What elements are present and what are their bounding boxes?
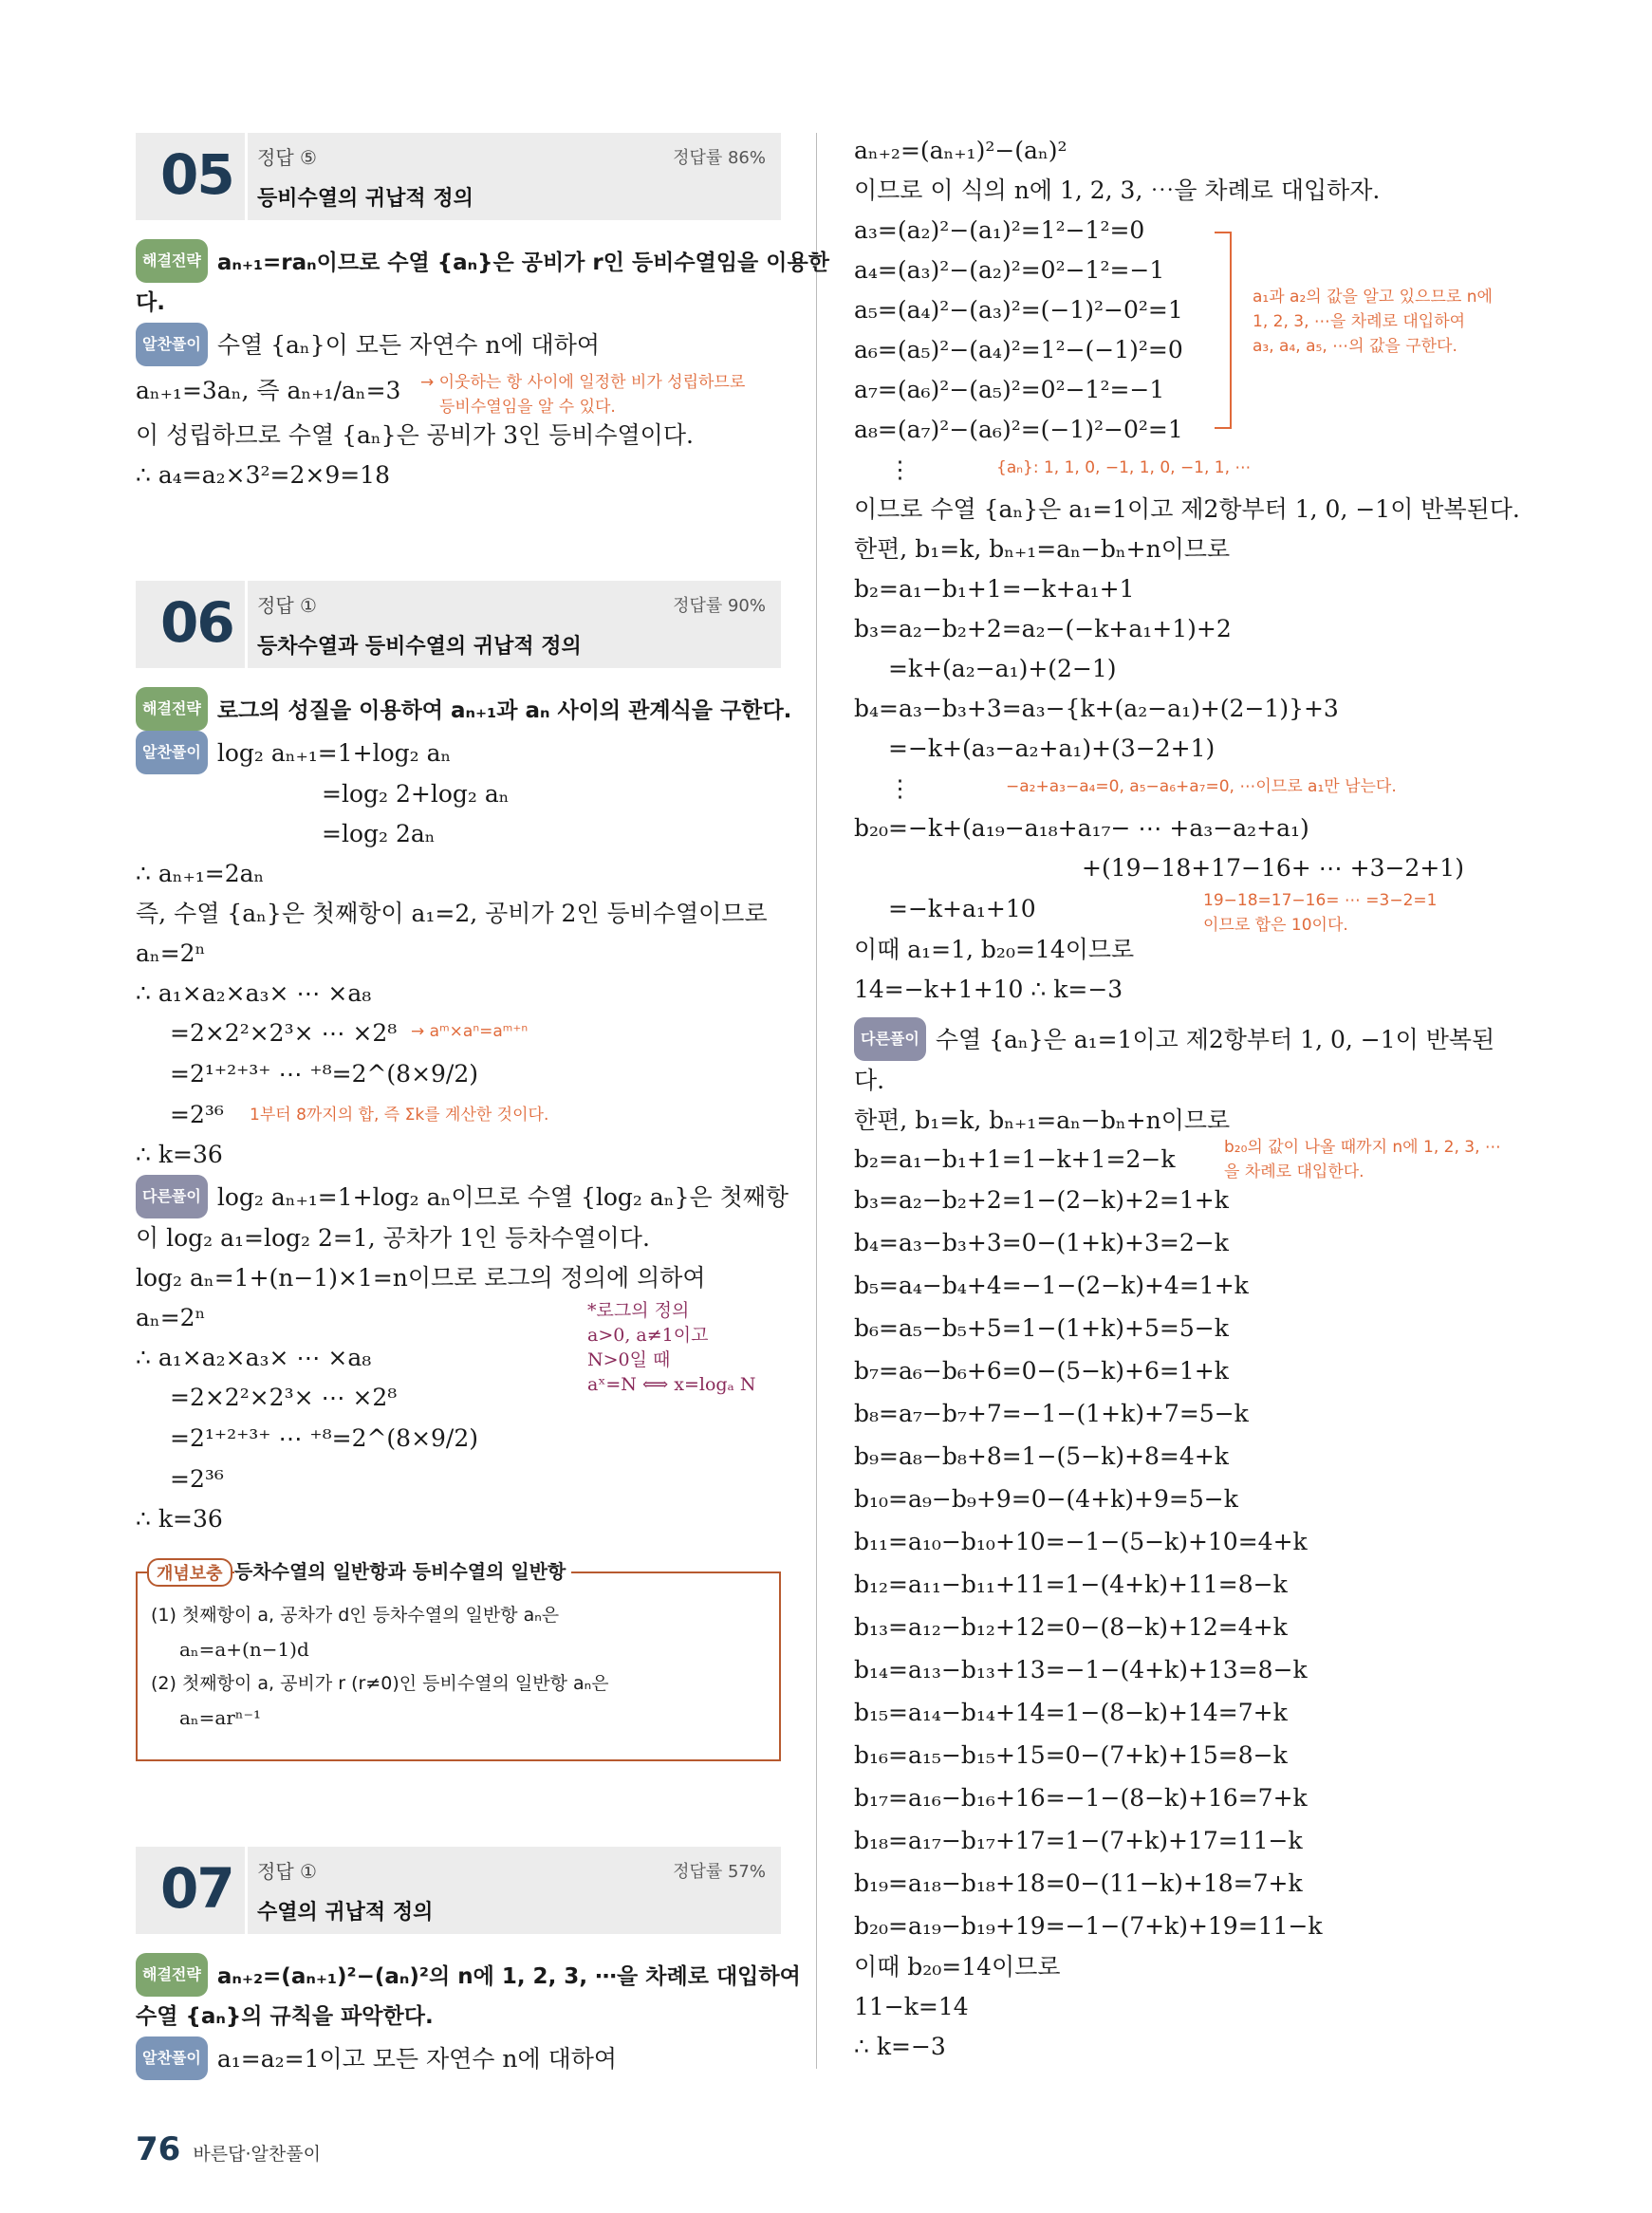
alt-solution-tag: 다른풀이 <box>136 1175 208 1218</box>
answer-label: 정답 ① <box>257 594 317 617</box>
page-number: 76 <box>136 2130 181 2168</box>
right-column: aₙ₊₂=(aₙ₊₁)²−(aₙ)² 이므로 이 식의 n에 1, 2, 3, ⋯을 차례로 대입하자. a₃=(a₂)²−(a₁)²=1²−1²=0 a₄=(a₃)²−(a₂)²=0²−1²=−1 a₅=(a₄)²−(a₃)²=(−1)²−0²=1 a₆=(a₅)²−(a₄)²=1²−(−1)²=0 a₇=(a₆)²−(a₅)²=0²−1²=−1 a₈=(a₇)²−(a₆)²=(−1)²−0²=1 a₁과 a₂의 값을 알고 있으므로 n에 1, 2, 3, ⋯을 차례로 대입하여 a₃, a₄, a₅, ⋯의 값을 구한다. ⋮ {aₙ}: 1, 1, 0, −1, 1, 0, −1, 1, ⋯ 이므로 수열 {aₙ}은 a₁=1이고 제2항부터 1, 0, −1이 반복된다. 한편, b₁=k, bₙ₊₁=aₙ−bₙ+n이므로 b₂=a₁−b₁+1=−k+a₁+1 b₃=a₂−b₂+2=a₂−(−k+a₁+1)+2 =k+(a₂−a₁)+(2−1) b₄=a₃−b₃+3=a₃−{k+(a₂−a₁)+(2−1)}+3 =−k+(a₃−a₂+a₁)+(3−2+1) ⋮ −a₂+a₃−a₄=0, a₅−a₆+a₇=0, ⋯이므로 a₁만 남는다. b₂₀=−k+(a₁₉−a₁₈+a₁₇− ⋯ +a₃−a₂+a₁) +(19−18+17−16+ ⋯ +3−2+1) =−k+a₁+10 19−18=17−16= ⋯ =3−2=1 이므로 합은 10이다. 이때 a₁=1, b₂₀=14이므로 14=−k+1+10 ∴ k=−3 다른풀이 수열 {aₙ}은 a₁=1이고 제2항부터 1, 0, −1이 반복된 다. 한편, b₁=k, bₙ₊₁=aₙ−bₙ+n이므로 b₂=a₁−b₁+1=1−k+1=2−k b₂₀의 값이 나올 때까지 n에 1, 2, 3, ⋯ 을 차례로 대입한다. b₃=a₂−b₂+2=1−(2−k)+2=1+k b₄=a₃−b₃+3=0−(1+k)+3=2−k b₅=a₄−b₄+4=−1−(2−k)+4=1+k b₆=a₅−b₅+5=1−(1+k)+5=5−k b₇=a₆−b₆+6=0−(5−k)+6=1+k b₈=a₇−b₇+7=−1−(1+k)+7=5−k b₉=a₈−b₈+8=1−(5−k)+8=4+k b₁₀=a₉−b₉+9=0−(4+k)+9=5−k b₁₁=a₁₀−b₁₀+10=−1−(5−k)+10=4+k b₁₂=a₁₁−b₁₁+11=1−(4+k)+11=8−k b₁₃=a₁₂−b₁₂+12=0−(8−k)+12=4+k b₁₄=a₁₃−b₁₃+13=−1−(4+k)+13=8−k b₁₅=a₁₄−b₁₄+14=1−(8−k)+14=7+k b₁₆=a₁₅−b₁₅+15=0−(7+k)+15=8−k b₁₇=a₁₆−b₁₆+16=−1−(8−k)+16=7+k b₁₈=a₁₇−b₁₇+17=1−(7+k)+17=11−k b₁₉=a₁₈−b₁₈+18=0−(11−k)+18=7+k b₂₀=a₁₉−b₁₉+19=−1−(7+k)+19=11−k 이때 b₂₀=14이므로 11−k=14 ∴ k=−3 <box>854 131 1537 2067</box>
margin-note: 1부터 8까지의 합, 즉 Σk를 계산한 것이다. <box>250 1106 549 1125</box>
column-divider <box>816 133 817 2069</box>
margin-note: 19−18=17−16= ⋯ =3−2=1 이므로 합은 10이다. <box>1203 891 1438 935</box>
margin-note: {aₙ}: 1, 1, 0, −1, 1, 0, −1, 1, ⋯ <box>996 458 1252 477</box>
question-title: 등비수열의 귀납적 정의 <box>257 187 473 211</box>
strategy-line: 해결전략 aₙ₊₂=(aₙ₊₁)²−(aₙ)²의 n에 1, 2, 3, ⋯을 차례로 대입하여 <box>136 1953 781 1997</box>
strategy-line: 해결전략 로그의 성질을 이용하여 aₙ₊₁과 aₙ 사이의 관계식을 구한다. <box>136 687 781 731</box>
concept-tag: 개념보충 <box>147 1558 232 1587</box>
concept-title: 등차수열의 일반항과 등비수열의 일반항 <box>234 1556 571 1584</box>
strategy-tag: 해결전략 <box>136 687 208 731</box>
alt-solution-tag: 다른풀이 <box>854 1017 926 1061</box>
correct-rate: 정답률 57% <box>673 1862 766 1882</box>
concept-box: (1) 첫째항이 a, 공차가 d인 등차수열의 일반항 aₙ은 aₙ=a+(n−1)d (2) 첫째항이 a, 공비가 r (r≠0)인 등비수열의 일반항 aₙ은 aₙ=arⁿ⁻¹ <box>136 1571 781 1761</box>
margin-note: b₂₀의 값이 나올 때까지 n에 1, 2, 3, ⋯ 을 차례로 대입한다. <box>1224 1138 1501 1181</box>
strategy-tag: 해결전략 <box>136 1953 208 1997</box>
page-footer <box>136 2130 321 2168</box>
margin-note: → 이웃하는 항 사이에 일정한 비가 성립하므로 <box>420 373 746 392</box>
question-header-05 <box>136 133 781 220</box>
question-title: 등차수열과 등비수열의 귀납적 정의 <box>257 635 582 659</box>
solution-tag: 알찬풀이 <box>136 2036 208 2080</box>
log-definition-note: *로그의 정의 a>0, a≠1이고 N>0일 때 aˣ=N ⟺ x=logₐ N <box>587 1300 756 1395</box>
margin-note: → aᵐ×aⁿ=aᵐ⁺ⁿ <box>411 1022 529 1041</box>
question-number: 05 <box>160 142 233 207</box>
correct-rate: 정답률 86% <box>673 148 766 168</box>
question-number: 06 <box>160 590 233 655</box>
answer-label: 정답 ⑤ <box>257 146 317 169</box>
answer-label: 정답 ① <box>257 1860 317 1883</box>
recurrence-block: a₃=(a₂)²−(a₁)²=1²−1²=0 a₄=(a₃)²−(a₂)²=0²−1²=−1 a₅=(a₄)²−(a₃)²=(−1)²−0²=1 a₆=(a₅)²−(a₄)²=1²−(−1)²=0 a₇=(a₆)²−(a₅)²=0²−1²=−1 a₈=(a₇)²−(a₆)²=(−1)²−0²=1 a₁과 a₂의 값을 알고 있으므로 n에 1, 2, 3, ⋯을 차례로 대입하여 a₃, a₄, a₅, ⋯의 값을 구한다. <box>854 216 1493 443</box>
margin-note: a₁과 a₂의 값을 알고 있으므로 n에 1, 2, 3, ⋯을 차례로 대입하여 a₃, a₄, a₅, ⋯의 값을 구한다. <box>1253 288 1493 356</box>
strategy-tag: 해결전략 <box>136 239 208 283</box>
question-header-07 <box>136 1847 781 1934</box>
question-title: 수열의 귀납적 정의 <box>257 1901 434 1925</box>
margin-note: 등비수열임을 알 수 있다. <box>439 398 616 417</box>
left-column: 05 정답 ⑤ 정답률 86% 등비수열의 귀납적 정의 해결전략 aₙ₊₁=raₙ이므로 수열 {aₙ}은 공비가 r인 등비수열임을 이용한 다. 알찬풀이 수열 {aₙ}이 모든 자연수 n에 대하여 aₙ₊₁=3aₙ, 즉 aₙ₊₁/aₙ=3 → 이웃하는 항 사이에 일정한 비가 성립하므로 등비수열임을 알 수 있다. 이 성립하므로 수열 {aₙ}은 공비가 3인 등비수열이다. ∴ a₄=a₂×3²=2×9=18 06 정답 ① 정답률 90% 등차수열과 등비수열의 귀납적 정의 해결전략 로그의 성질을 이용하여 aₙ₊₁과 aₙ 사이의 관계식을 구한다. 알찬풀이 log₂ aₙ₊₁=1+log₂ aₙ =log₂ 2+log₂ aₙ =log₂ 2aₙ ∴ aₙ₊₁=2aₙ 즉, 수열 {aₙ}은 첫째항이 a₁=2, 공비가 2인 등비수열이므로 aₙ=2ⁿ ∴ a₁×a₂×a₃× ⋯ ×a₈ =2×2²×2³× ⋯ ×2⁸ → aᵐ×aⁿ=aᵐ⁺ⁿ =2¹⁺²⁺³⁺ ⋯ ⁺⁸=2^(8×9/2) =2³⁶ 1부터 8까지의 합, 즉 Σk를 계산한 것이다. ∴ k=36 다른풀이 log₂ aₙ₊₁=1+log₂ aₙ이므로 수열 {log₂ aₙ}은 첫째항 이 log₂ a₁=log₂ 2=1, 공차가 1인 등차수열이다. log₂ aₙ=1+(n−1)×1=n이므로 로그의 정의에 의하여 aₙ=2ⁿ *로그의 정의 a>0, a≠1이고 N>0일 때 aˣ=N ⟺ x=logₐ N ∴ a₁×a₂×a₃× ⋯ ×a₈ =2×2²×2³× ⋯ ×2⁸ =2¹⁺²⁺³⁺ ⋯ ⁺⁸=2^(8×9/2) =2³⁶ ∴ k=36 개념보충 등차수열의 일반항과 등비수열의 일반항 (1) 첫째항이 a, 공차가 d인 등차수열의 일반항 aₙ은 aₙ=a+(n−1)d (2) 첫째항이 a, 공비가 r (r≠0)인 등비수열의 일반항 aₙ은 aₙ=arⁿ⁻¹ 07 정답 ① 정답률 57% 수열의 귀납적 정의 해결전략 aₙ₊₂=(aₙ₊₁)²−(aₙ)²의 n에 1, 2, 3, ⋯을 차례로 대입하여 수열 {aₙ}의 규칙을 파악한다. 알찬풀이 a₁=a₂=1이고 모든 자연수 n에 대하여 <box>136 133 781 2080</box>
solution-tag: 알찬풀이 <box>136 731 208 774</box>
question-number: 07 <box>160 1856 233 1921</box>
strategy-line: 해결전략 aₙ₊₁=raₙ이므로 수열 {aₙ}은 공비가 r인 등비수열임을 이용한 <box>136 239 781 283</box>
concept-box-header <box>136 1558 781 1587</box>
solution-tag: 알찬풀이 <box>136 323 208 366</box>
margin-note: −a₂+a₃−a₄=0, a₅−a₆+a₇=0, ⋯이므로 a₁만 남는다. <box>1006 777 1397 796</box>
question-header-06 <box>136 581 781 668</box>
footer-label: 바른답·알찬풀이 <box>193 2144 321 2165</box>
correct-rate: 정답률 90% <box>673 596 766 616</box>
